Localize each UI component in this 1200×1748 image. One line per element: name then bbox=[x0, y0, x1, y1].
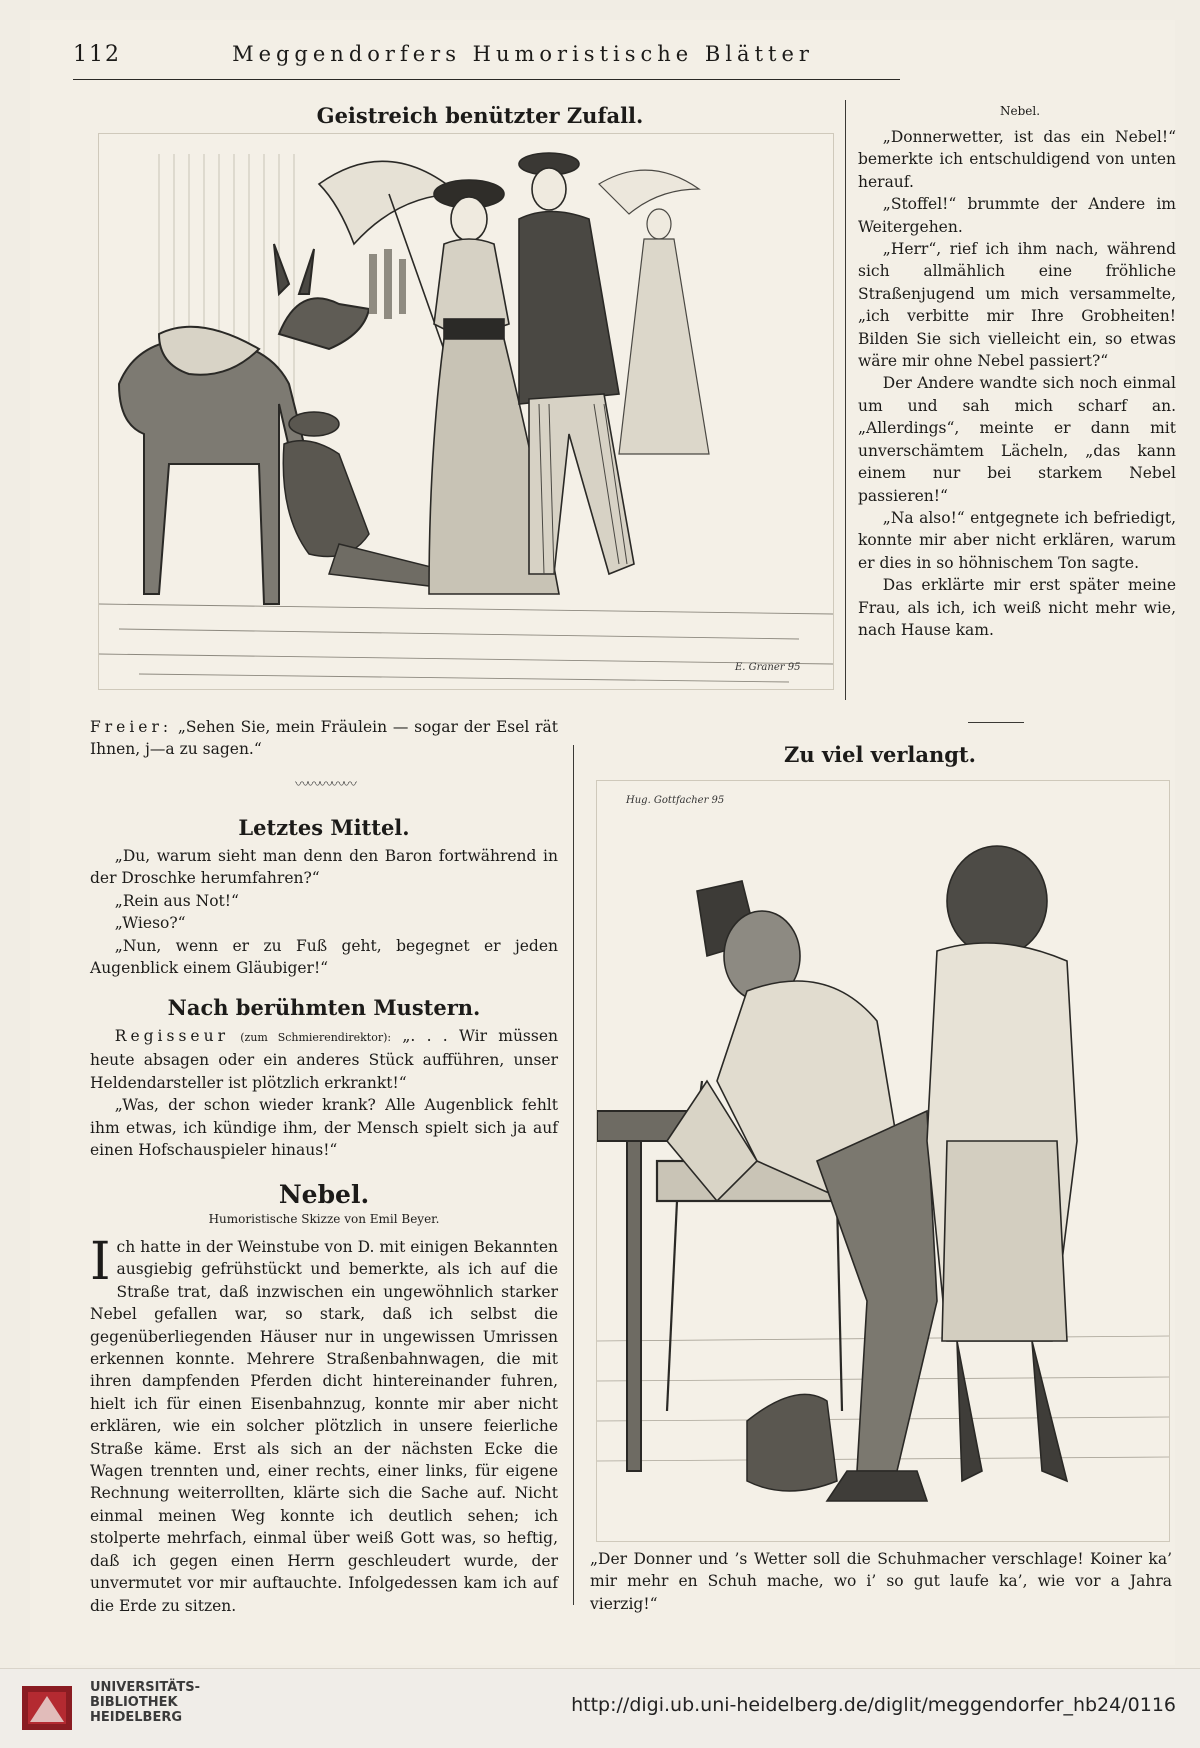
library-name bbox=[90, 1680, 200, 1725]
running-head bbox=[73, 40, 893, 78]
journal-title: Meggendorfers Humoristische Blätter bbox=[232, 42, 814, 66]
muster-line1: „. . . Wir müssen heute absagen oder ein anderes Stück aufführen, unser Heldendarsteller ist plötzlich erkrankt!“ bbox=[90, 1027, 558, 1092]
cartoon2-signature: Hug. Gottfacher 95 bbox=[626, 795, 725, 806]
muster-body bbox=[90, 1025, 558, 1161]
nebel-subtitle: Humoristische Skizze von Emil Beyer. bbox=[208, 1212, 440, 1226]
university-logo-icon bbox=[18, 1680, 76, 1735]
letztes-line: „Nun, wenn er zu Fuß geht, begegnet er jeden Augenblick einem Gläubiger!“ bbox=[90, 936, 558, 978]
letztes-title: Letztes Mittel. bbox=[238, 815, 410, 840]
muster-speaker: Regisseur bbox=[114, 1027, 229, 1045]
cartoon2-title: Zu viel verlangt. bbox=[784, 742, 976, 767]
page-number: 112 bbox=[73, 42, 121, 67]
nebel-dropcap: I bbox=[90, 1232, 111, 1292]
nebel-paragraph: ch hatte in der Weinstube von D. mit einigen Bekannten ausgiebig gefrühstückt und bemerkte, als ich auf die Straße trat, daß inzwischen ein ungewöhnlich starker Nebel gefallen war, so stark, daß ich selbst die gegenüberliegenden Häuser nur in ungewissen Umrissen erkennen konnte. Mehrere Straßenbahnwagen, die mit ihren dampfenden Pferden dicht hintereinander fuhren, hielt ich für einen Eisenbahnzug, konnte mir aber nicht erklären, wie ein solcher plötzlich in unsere feierliche Straße käme. Erst als sich an der nächsten Ecke die Wagen trennten und, einer rechts, einer links, für eigene Rechnung weiterrollten, klärte sich die Sache auf. Nicht einmal meinen Weg konnte ich deutlich sehen; ich stolperte mehrfach, einmal über weiß Gott was, so heftig, daß ich gegen einen Herrn geschleudert wurde, der unvermutet vor mir auftauchte. Infolgedessen kam ich auf die Erde zu sitzen. bbox=[90, 1238, 558, 1615]
nebel-cont-paragraph: „Donnerwetter, ist das ein Nebel!“ bemerkte ich entschuldigend von unten herauf. bbox=[858, 128, 1176, 191]
letztes-line: „Rein aus Not!“ bbox=[114, 891, 239, 910]
library-name-line: BIBLIOTHEK bbox=[90, 1695, 178, 1710]
column-divider-bottom bbox=[573, 745, 574, 1605]
nebel-title: Nebel. bbox=[278, 1180, 370, 1209]
muster-line2: „Was, der schon wieder krank? Alle Augenblick fehlt ihm etwas, ich kündige ihm, der Mensch spielt sich ja auf einen Hofschauspieler hinaus!“ bbox=[90, 1096, 558, 1160]
column-divider-top bbox=[845, 100, 846, 700]
cartoon2-drawing bbox=[597, 781, 1169, 1541]
cartoon2-illustration bbox=[596, 780, 1170, 1542]
caption-text: „Sehen Sie, mein Fräulein — sogar der Esel rät Ihnen, j—a zu sagen.“ bbox=[90, 718, 558, 759]
cartoon1-illustration bbox=[98, 133, 834, 690]
letztes-line: „Wieso?“ bbox=[114, 914, 186, 933]
cartoon2-caption: „Der Donner und ’s Wetter soll die Schuhmacher verschlage! Koiner ka’ mir mehr en Schuh mache, wo i’ so gut laufe ka’, wie vor a Jahra vierzig!“ bbox=[590, 1550, 1172, 1613]
nebel-cont-paragraph: Das erklärte mir erst später meine Frau, als ich, ich weiß nicht mehr wie, nach Hause kam. bbox=[858, 576, 1176, 639]
nebel-cont-paragraph: „Stoffel!“ brummte der Andere im Weitergehen. bbox=[858, 195, 1176, 236]
letztes-line: „Du, warum sieht man denn den Baron fortwährend in der Droschke herumfahren?“ bbox=[90, 847, 558, 888]
library-name-line: UNIVERSITÄTS- bbox=[90, 1680, 200, 1695]
muster-title: Nach berühmten Mustern. bbox=[167, 995, 481, 1020]
cartoon1-signature: E. Graner 95 bbox=[735, 662, 801, 673]
nebel-cont-paragraph: „Herr“, rief ich ihm nach, während sich allmählich eine fröhliche Straßenjugend um mich versammelte, „ich verbitte mir Ihre Grobheiten! Bilden Sie sich vielleicht ein, so etwas wäre mir ohne Nebel passiert?“ bbox=[858, 240, 1176, 371]
nebel-body bbox=[90, 1232, 558, 1617]
muster-stage-note: (zum Schmierendirektor): bbox=[240, 1031, 392, 1044]
letztes-body bbox=[90, 845, 558, 979]
cartoon1-caption bbox=[90, 716, 558, 761]
header-rule bbox=[73, 79, 900, 80]
ornament-wave: 〰〰〰〰〰 bbox=[295, 777, 355, 793]
short-rule bbox=[968, 722, 1024, 723]
nebel-cont-body bbox=[858, 126, 1176, 641]
nebel-cont-paragraph: „Na also!“ entgegnete ich befriedigt, konnte mir aber nicht erklären, warum er dies in so höhnischem Ton sagte. bbox=[858, 508, 1176, 572]
caption-speaker: Freier: bbox=[90, 718, 173, 736]
nebel-cont-paragraph: Der Andere wandte sich noch einmal um und sah mich scharf an. „Allerdings“, meinte er dann mit unverschämtem Lächeln, „das kann einem nur bei starkem Nebel passieren!“ bbox=[858, 374, 1176, 505]
cartoon1-title: Geistreich benützter Zufall. bbox=[316, 103, 644, 128]
cartoon1-drawing bbox=[99, 134, 833, 689]
nebel-cont-running-title: Nebel. bbox=[999, 104, 1041, 118]
source-url-link[interactable]: http://digi.ub.uni-heidelberg.de/diglit/meggendorfer_hb24/0116 bbox=[571, 1694, 1176, 1716]
library-name-line: HEIDELBERG bbox=[90, 1710, 183, 1725]
